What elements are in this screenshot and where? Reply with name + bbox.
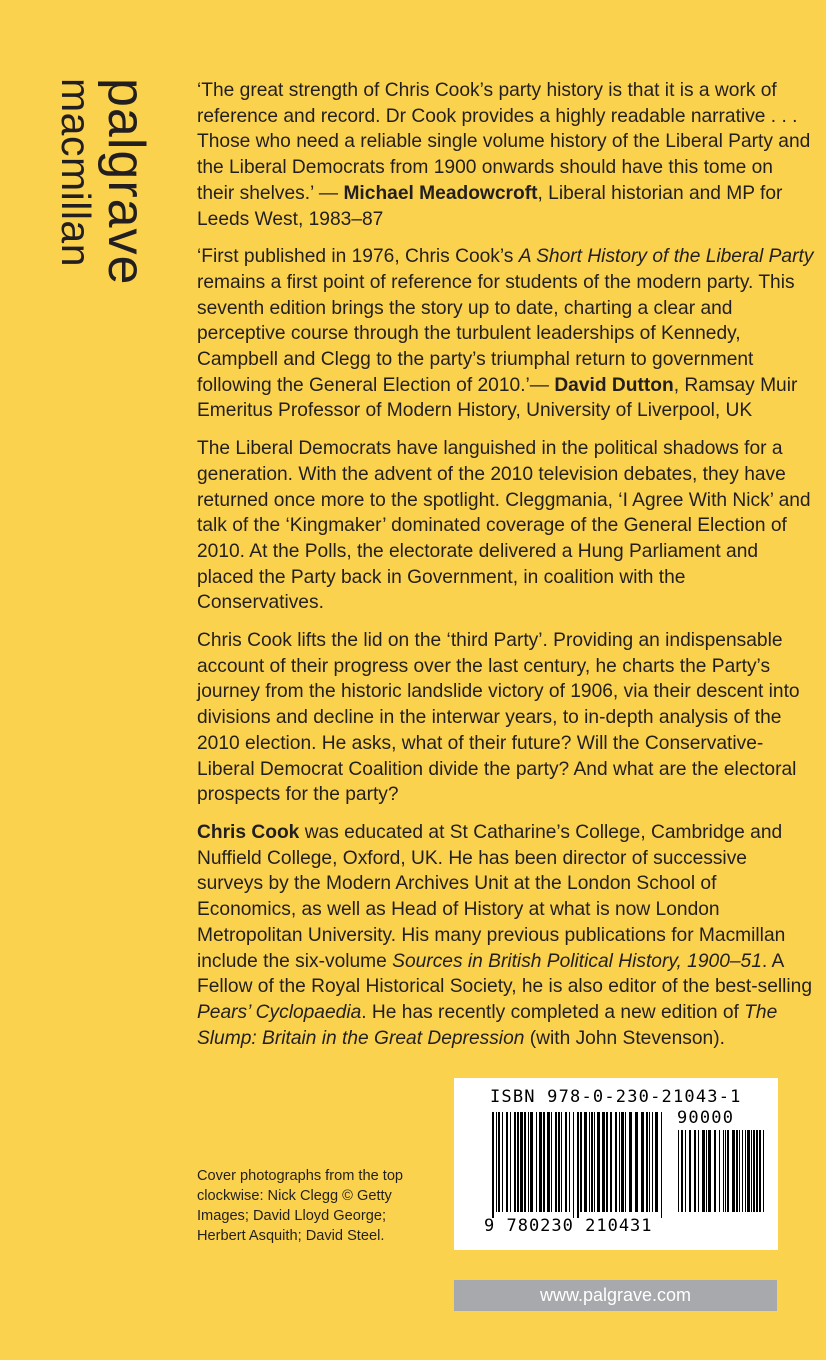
barcode-bar xyxy=(536,1112,537,1212)
barcode-bar xyxy=(751,1130,752,1212)
barcode-bar xyxy=(594,1112,595,1212)
barcode-bar xyxy=(565,1112,567,1212)
barcode-bar xyxy=(655,1112,658,1212)
barcode-bar xyxy=(759,1130,761,1212)
isbn-number: ISBN 978-0-230-21043-1 xyxy=(490,1087,742,1107)
barcode-bar xyxy=(725,1130,726,1212)
quote-text: ‘The great strength of Chris Cook’s party history is that it is a work of reference and record. Dr Cook provides a highly readable narrative . . . Those who need a reliable single volume history of the Liberal Party and the Liberal Democrats from 1900 onwards should have this tome on their shelves.’ — xyxy=(197,80,811,204)
barcode-bar xyxy=(610,1112,612,1212)
publisher-url[interactable]: www.palgrave.com xyxy=(454,1280,777,1311)
photo-credits: Cover photographs from the top clockwise: Nick Clegg © Getty Images; David Lloyd George; Herbert Asquith; David Steel. xyxy=(197,1168,404,1244)
barcode-bar xyxy=(723,1130,724,1212)
ean-digits: 9 780230 210431 xyxy=(484,1216,653,1236)
barcode-bar xyxy=(727,1130,729,1212)
barcode-bar xyxy=(597,1112,600,1212)
barcode-bar xyxy=(763,1130,764,1212)
review-quote-meadowcroft xyxy=(197,78,815,232)
barcode-bar xyxy=(652,1112,653,1212)
logo-macmillan: macmillan xyxy=(53,78,99,268)
barcode-bar xyxy=(739,1130,740,1212)
barcode-bar xyxy=(510,1112,511,1212)
barcode-bar xyxy=(547,1112,550,1212)
barcode-bar xyxy=(492,1112,494,1218)
barcode-bar xyxy=(498,1112,500,1212)
barcode-bar xyxy=(602,1112,605,1212)
barcode-bar xyxy=(528,1112,529,1212)
barcode-bars xyxy=(480,1112,770,1218)
barcode-bar xyxy=(649,1112,650,1212)
quote-text: remains a first point of reference for students of the modern party. This seventh edition brings the story up to date, charting a clear and perceptive course through the turbulent leaderships of Kennedy, Campbell and Clegg to the party’s triumphal return to government following the General Election of 2010.’— xyxy=(197,271,795,396)
logo-text xyxy=(53,78,155,286)
barcode-bar xyxy=(591,1112,593,1212)
book-title: Pears’ Cyclopaedia xyxy=(197,1001,362,1023)
author-bio xyxy=(197,820,815,1051)
barcode-bar xyxy=(629,1112,632,1212)
quote-text: ‘First published in 1976, Chris Cook’s xyxy=(197,246,519,268)
bio-text: was educated at St Catharine’s College, Cambridge and Nuffield College, Oxford, UK. He has been director of successive surveys by the Modern Archives Unit at the London School of Economics, as well as Head of History at what is now London Metropolitan University. His many previous publications for Macmillan include the six-volume xyxy=(197,821,786,972)
barcode-bar xyxy=(681,1130,683,1212)
barcode-bar xyxy=(635,1112,638,1212)
barcode-bar xyxy=(625,1112,626,1212)
review-quote-dutton xyxy=(197,244,815,424)
barcode-bar xyxy=(573,1112,574,1218)
book-title: A Short History of the Liberal Party xyxy=(518,246,814,268)
barcode-bar xyxy=(621,1112,624,1212)
price-addon: 90000 xyxy=(677,1108,735,1128)
quote-author: Michael Meadowcroft xyxy=(343,182,538,204)
barcode-bar xyxy=(502,1112,503,1212)
barcode-bar xyxy=(561,1112,562,1212)
logo-palgrave: palgrave xyxy=(97,78,155,286)
book-title: The Slump: Britain in the Great Depression xyxy=(197,1001,778,1049)
barcode-bar xyxy=(742,1130,743,1212)
barcode-bar xyxy=(543,1112,545,1212)
barcode-bar xyxy=(539,1112,542,1212)
barcode-bar xyxy=(708,1130,711,1212)
barcode-bar xyxy=(641,1112,644,1212)
barcode-bar xyxy=(732,1130,735,1212)
barcode-bar xyxy=(584,1112,587,1212)
barcode-bar xyxy=(558,1112,560,1212)
barcode-bar xyxy=(606,1112,608,1212)
barcode-bar xyxy=(496,1112,497,1212)
barcode-bar xyxy=(569,1112,570,1212)
barcode-bar xyxy=(694,1130,696,1212)
barcode-bar xyxy=(678,1130,679,1212)
barcode-bar xyxy=(706,1130,707,1212)
barcode-bar xyxy=(619,1112,620,1212)
barcode-bar xyxy=(517,1112,519,1212)
back-cover-blurb xyxy=(197,78,815,1063)
barcode-bar xyxy=(646,1112,648,1212)
barcode-bar xyxy=(589,1112,590,1212)
bio-text: (with John Stevenson). xyxy=(524,1027,725,1049)
barcode-bar xyxy=(577,1112,579,1218)
barcode-bar xyxy=(714,1130,716,1212)
barcode-bar xyxy=(698,1130,699,1212)
barcode-bar xyxy=(615,1112,617,1212)
barcode-bar xyxy=(756,1130,758,1212)
quote-affiliation: , Ramsay Muir Emeritus Professor of Modern History, University of Liverpool, UK xyxy=(197,374,798,422)
description-paragraph-2: Chris Cook lifts the lid on the ‘third Party’. Providing an indispensable account of their progress over the last century, he charts the Party’s journey from the historic landslide victory of 1906, via their descent into divisions and decline in the interwar years, to in-depth analysis of the 2010 election. He asks, what of their future? Will the Conservative-Liberal Democrat Coalition divide the party? And what are the electoral prospects for the party? xyxy=(197,630,800,806)
quote-author: David Dutton xyxy=(554,374,674,396)
barcode-bar xyxy=(520,1112,523,1212)
barcode-bar xyxy=(702,1130,705,1212)
barcode-bar xyxy=(719,1130,720,1212)
barcode-bar xyxy=(736,1130,738,1212)
barcode-bar xyxy=(524,1112,526,1212)
barcode-bar xyxy=(530,1112,533,1212)
barcode-bar xyxy=(506,1112,508,1212)
barcode-bar xyxy=(514,1112,516,1212)
quote-affiliation: , Liberal historian and MP for Leeds West, 1983–87 xyxy=(197,182,783,230)
bio-text: . He has recently completed a new edition of xyxy=(361,1001,745,1023)
barcode-bar xyxy=(753,1130,755,1212)
barcode-bar xyxy=(551,1112,552,1212)
barcode-bar xyxy=(555,1112,557,1212)
barcode-bar xyxy=(580,1112,582,1212)
publisher-logo xyxy=(0,0,200,286)
isbn-barcode xyxy=(454,1078,778,1250)
barcode-bar xyxy=(745,1130,746,1212)
description-paragraph-1: The Liberal Democrats have languished in the political shadows for a generation. With the advent of the 2010 television debates, they have returned once more to the spotlight. Cleggmania, ‘I Agree With Nick’ and talk of the ‘Kingmaker’ dominated coverage of the General Election of 2010. At the Polls, the electorate delivered a Hung Parliament and placed the Party back in Government, in coalition with the Conservatives. xyxy=(197,438,811,614)
author-name: Chris Cook xyxy=(197,821,300,843)
book-title: Sources in British Political History, 1900–51 xyxy=(392,950,762,972)
barcode-bar xyxy=(685,1130,686,1212)
barcode-bar xyxy=(689,1130,691,1212)
barcode-bar xyxy=(747,1130,750,1212)
bio-text: . A Fellow of the Royal Historical Society, he is also editor of the best-selling xyxy=(197,950,812,998)
barcode-bar xyxy=(661,1112,662,1218)
